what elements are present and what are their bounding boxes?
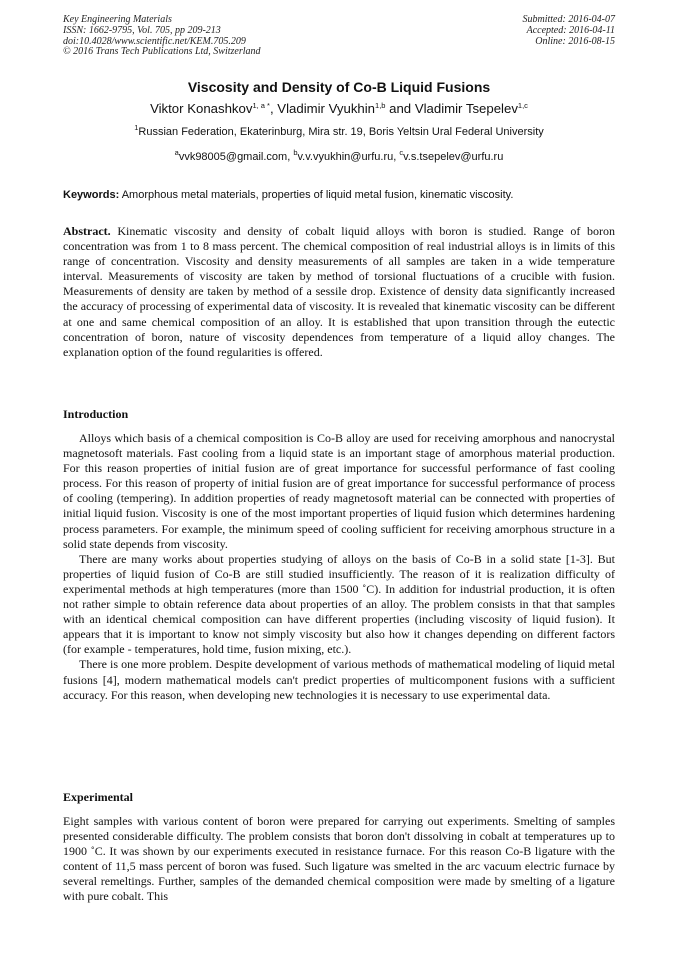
affiliation-text: Russian Federation, Ekaterinburg, Mira str. 19, Boris Yeltsin Ural Federal University [138, 126, 544, 138]
author-name: Vladimir Vyukhin [277, 101, 376, 116]
email-link[interactable]: vvk98005@gmail.com [178, 151, 288, 163]
submitted-date: Submitted: 2016-04-07 [522, 14, 615, 25]
experimental-heading: Experimental [63, 790, 133, 804]
paper-title: Viscosity and Density of Co-B Liquid Fusions [187, 79, 491, 95]
author-affiliation-mark: 1, a * [252, 101, 270, 110]
email-link[interactable]: v.s.tsepelev@urfu.ru [403, 151, 504, 163]
email-mark: b [293, 148, 298, 157]
experimental-body [63, 814, 615, 905]
affiliation [0, 123, 678, 138]
abstract-text: Kinematic viscosity and density of cobalt liquid alloys with boron is studied. Range of boron concentration was from 1 to 8 mass percent. The chemical composition of real industrial alloys is in limits of this range of concentration. Viscosity and density measurements of all samples are taken in a wide temperature interval. Measurements of viscosity are taken by method of torsional fluctuations of a crucible with fusion. Measurements of density are taken by method of a sessile drop. Existence of density data significantly increased the accuracy of processing of experimental data of viscosity. It is revealed that kinematic viscosity can be different at one and same chemical composition of an alloy. It is established that upon transition through the eutectic concentration of boron, nature of viscosity dependences from temperature of a liquid alloy changes. The explanation option of the found regularities is offered. [63, 224, 615, 359]
journal-issn: ISSN: 1662-9795, Vol. 705, pp 209-213 [63, 24, 221, 36]
journal-copyright: © 2016 Trans Tech Publications Ltd, Switzerland [63, 46, 261, 58]
introduction-body [63, 431, 615, 703]
abstract [63, 224, 615, 360]
paragraph: Eight samples with various content of boron were prepared for carrying out experiments. Smelting of samples presented considerable difficulty. The problem consists that boron don't dissolving in cobalt at temperatures up to 1900 ˚C. It was shown by our experiments executed in resistance furnace. For this reason Co-B ligature with the content of 11,5 mass percent of boron was fused. Such ligature was smelted in the arc vacuum electric furnace by several remeltings. Further, samples of the demanded chemical composition were made by smelting of a ligature with pure cobalt. This [63, 814, 615, 904]
affiliation-mark: 1 [134, 123, 139, 132]
journal-info [63, 15, 261, 58]
email-separator: , [287, 151, 294, 163]
journal-doi: doi:10.4028/www.scientific.net/KEM.705.209 [63, 35, 246, 47]
paragraph: Alloys which basis of a chemical composition is Co-B alloy are used for receiving amorphous and nanocrystal magnetosoft materials. Fast cooling from a liquid state is an important stage of amorphous material production. For this reason properties of initial fusion are of great importance for successful performance of fast cooling process. For this reason of property of initial fusion are of great importance for successful performance of process of cooling (tempering). In addition properties of ready magnetosoft material can be connected with properties of initial liquid fusion. Viscosity is one of the most important properties of liquid fusion which determines hardening process parameters. For example, the minimum speed of cooling sufficient for receiving amorphous structure in a solid state depends from viscosity. [63, 431, 615, 551]
author-affiliation-mark: 1,b [375, 101, 386, 110]
author-name: Viktor Konashkov [150, 101, 253, 116]
introduction-heading: Introduction [63, 407, 129, 421]
accepted-date: Accepted: 2016-04-11 [526, 24, 615, 36]
keywords-text: Amorphous metal materials, properties of liquid metal fusion, kinematic viscosity. [119, 189, 514, 201]
email-link[interactable]: v.v.vyukhin@urfu.ru [297, 151, 394, 163]
journal-name: Key Engineering Materials [63, 14, 172, 25]
email-mark: c [399, 148, 404, 157]
keywords [63, 189, 615, 201]
author-separator: , [269, 101, 278, 116]
keywords-label: Keywords: [63, 189, 120, 201]
publication-dates [523, 15, 616, 47]
online-date: Online: 2016-08-15 [535, 35, 615, 47]
author-separator: and [385, 101, 415, 116]
email-mark: a [174, 148, 179, 157]
email-list [0, 148, 678, 163]
paragraph: There is one more problem. Despite development of various methods of mathematical modeling of liquid metal fusions [4], modern mathematical models can't predict properties of multicomponent fusions with a sufficient accuracy. For this reason, when developing new technologies it is necessary to use experimental data. [63, 657, 615, 702]
paragraph: There are many works about properties studying of alloys on the basis of Co-B in a solid state [1-3]. But properties of liquid fusion of Co-B are still studied insufficiently. The reason of it is realization difficulty of experimental methods at high temperatures (more than 1500 ˚C). In addition for industrial production, it is often not rather simple to obtain reference data about properties of an alloy. The problem consists in that that samples with an identical chemical composition can have different properties (including viscosity of liquid fusion). It appears that it is important to know not simply viscosity but also how it changes depending on different factors (for example - temperatures, hold time, fusion mixing, etc.). [63, 551, 615, 657]
email-separator: , [393, 151, 400, 163]
author-affiliation-mark: 1,c [517, 101, 528, 110]
abstract-label: Abstract. [63, 224, 111, 238]
author-name: Vladimir Tsepelev [414, 101, 518, 116]
author-list [0, 101, 678, 116]
